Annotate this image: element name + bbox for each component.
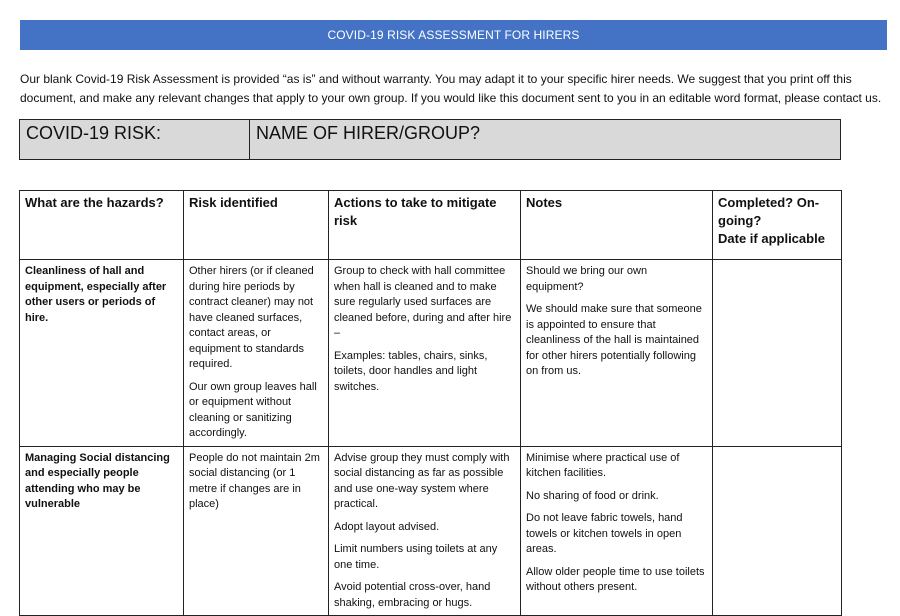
risk-cell — [184, 446, 329, 616]
header-risk: Risk identified — [184, 191, 329, 260]
header-hazards: What are the hazards? — [20, 191, 184, 260]
table-row — [20, 260, 842, 447]
notes-cell — [521, 260, 713, 447]
action-text: Limit numbers using toilets at any one time. — [334, 543, 498, 571]
risk-text: People do not maintain 2m social distancing (or 1 metre if changes are in place) — [189, 451, 320, 510]
header-completed-line2: Date if applicable — [718, 231, 825, 246]
action-text: Group to check with hall committee when hall is cleaned and to make sure regularly used surfaces are cleaned before, during and after hire – — [334, 265, 512, 339]
note-text: We should make sure that someone is appointed to ensure that cleanliness of the hall is maintained for other hirers potentially following on from us. — [526, 303, 702, 377]
hazard-cell: Managing Social distancing and especially people attending who may be vulnerable — [20, 446, 184, 616]
risk-assessment-table — [19, 190, 842, 616]
action-text: Adopt layout advised. — [334, 520, 440, 533]
covid-risk-label: COVID-19 RISK: — [20, 120, 250, 159]
actions-cell — [329, 260, 521, 447]
risk-header-box — [19, 119, 841, 160]
note-text: Minimise where practical use of kitchen facilities. — [526, 451, 680, 479]
title-banner: COVID-19 RISK ASSESSMENT FOR HIRERS — [20, 20, 887, 50]
note-text: Should we bring our own equipment? — [526, 265, 648, 293]
hirer-name-label: NAME OF HIRER/GROUP? — [256, 123, 481, 143]
actions-cell — [329, 446, 521, 616]
risk-text: Other hirers (or if cleaned during hire periods by contract cleaner) may not have cleaned surfaces, contact areas, or equipment to standards required. — [189, 265, 314, 370]
risk-text: Our own group leaves hall or equipment without cleaning or sanitizing accordingly. — [189, 380, 317, 439]
table-row — [20, 446, 842, 616]
action-text: Advise group they must comply with social distancing as far as possible and use one-way system where practical. — [334, 451, 510, 510]
header-completed — [713, 191, 842, 260]
note-text: Do not leave fabric towels, hand towels or kitchen towels in open areas. — [526, 512, 683, 555]
header-notes: Notes — [521, 191, 713, 260]
action-text: Avoid potential cross-over, hand shaking, embracing or hugs. — [334, 581, 491, 609]
risk-cell — [184, 260, 329, 447]
hazard-cell: Cleanliness of hall and equipment, especially after other users or periods of hire. — [20, 260, 184, 447]
table-header-row — [20, 191, 842, 260]
note-text: No sharing of food or drink. — [526, 489, 659, 502]
completed-cell — [713, 260, 842, 447]
header-actions: Actions to take to mitigate risk — [329, 191, 521, 260]
intro-paragraph: Our blank Covid-19 Risk Assessment is provided “as is” and without warranty. You may adapt it to your specific hirer needs. We suggest that you print off this document, and make any relevant changes that apply to your own group. If you would like this document sent to you in an editable word format, please contact us. — [20, 72, 882, 105]
note-text: Allow older people time to use toilets without others present. — [526, 565, 705, 593]
notes-cell — [521, 446, 713, 616]
completed-cell — [713, 446, 842, 616]
header-completed-line1: Completed? On-going? — [718, 195, 820, 228]
action-text: Examples: tables, chairs, sinks, toilets, door handles and light switches. — [334, 349, 488, 393]
